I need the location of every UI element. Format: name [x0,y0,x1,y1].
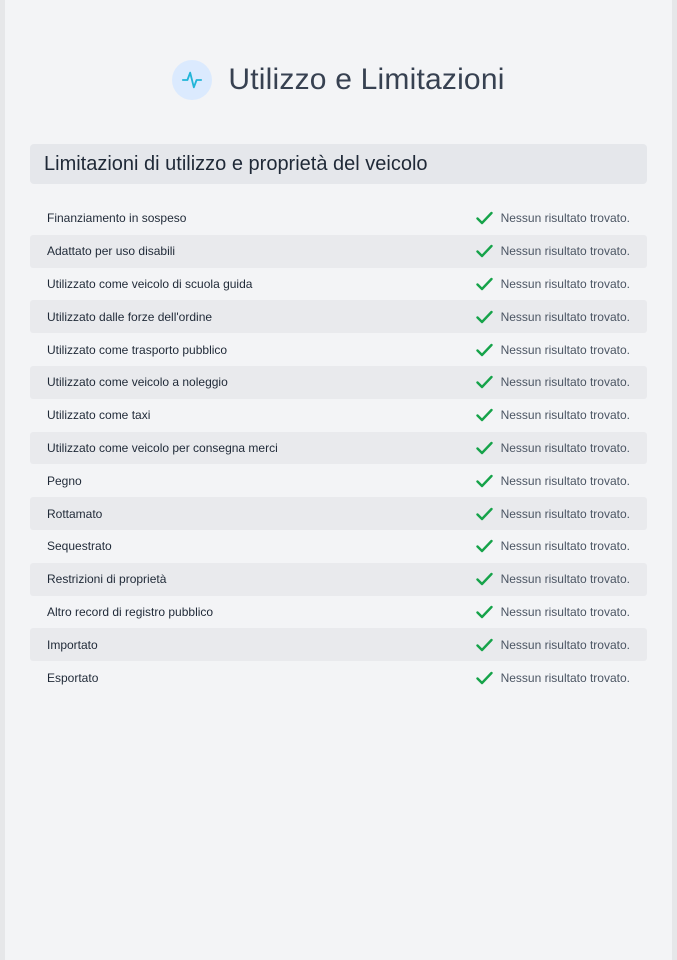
status-text: Nessun risultato trovato. [500,276,630,291]
limitation-label: Adattato per uso disabili [47,244,176,259]
limitation-status [476,211,630,225]
check-icon [476,474,493,488]
limitation-status [476,671,630,685]
status-text: Nessun risultato trovato. [500,309,630,324]
limitation-row [30,366,647,399]
limitation-row [30,268,647,301]
limitation-row [30,563,647,596]
page-title: Utilizzo e Limitazioni [228,63,505,96]
activity-icon [172,60,212,100]
check-icon [476,605,493,619]
status-text: Nessun risultato trovato. [500,604,630,619]
limitation-status [476,539,630,553]
limitation-row [30,333,647,366]
limitation-status [476,244,630,258]
check-icon [476,572,493,586]
limitation-row [30,202,647,235]
limitation-row [30,628,647,661]
limitations-list [30,202,647,694]
limitation-status [476,343,630,357]
limitation-row [30,399,647,432]
limitation-label: Importato [47,637,98,652]
page-header [5,58,672,102]
status-text: Nessun risultato trovato. [500,342,630,357]
status-text: Nessun risultato trovato. [500,440,630,455]
limitation-status [476,375,630,389]
limitation-status [476,638,630,652]
section-header [30,144,647,184]
limitation-row [30,497,647,530]
check-icon [476,310,493,324]
limitation-status [476,408,630,422]
limitation-label: Utilizzato come veicolo per consegna merci [47,440,278,455]
limitation-label: Utilizzato come trasporto pubblico [47,342,228,357]
check-icon [476,441,493,455]
limitation-label: Pegno [47,473,82,488]
limitation-row [30,530,647,563]
status-text: Nessun risultato trovato. [500,637,630,652]
report-page [5,0,672,960]
limitation-status [476,310,630,324]
check-icon [476,244,493,258]
limitation-row [30,661,647,694]
check-icon [476,507,493,521]
limitation-status [476,277,630,291]
status-text: Nessun risultato trovato. [500,375,630,390]
check-icon [476,408,493,422]
limitation-label: Esportato [47,670,99,685]
limitation-label: Rottamato [47,506,103,521]
status-text: Nessun risultato trovato. [500,539,630,554]
check-icon [476,375,493,389]
check-icon [476,277,493,291]
limitation-row [30,432,647,465]
limitation-label: Utilizzato come taxi [47,408,151,423]
check-icon [476,343,493,357]
limitation-status [476,441,630,455]
limitation-label: Altro record di registro pubblico [47,604,214,619]
status-text: Nessun risultato trovato. [500,244,630,259]
status-text: Nessun risultato trovato. [500,572,630,587]
limitation-status [476,474,630,488]
limitation-label: Utilizzato come veicolo di scuola guida [47,276,253,291]
section-title: Limitazioni di utilizzo e proprietà del veicolo [44,152,428,175]
limitation-label: Utilizzato come veicolo a noleggio [47,375,228,390]
limitation-label: Utilizzato dalle forze dell'ordine [47,309,213,324]
check-icon [476,539,493,553]
limitation-row [30,300,647,333]
check-icon [476,671,493,685]
status-text: Nessun risultato trovato. [500,473,630,488]
limitation-row [30,464,647,497]
limitation-row [30,596,647,629]
limitation-status [476,605,630,619]
limitation-label: Restrizioni di proprietà [47,572,167,587]
check-icon [476,638,493,652]
status-text: Nessun risultato trovato. [500,211,630,226]
limitation-status [476,507,630,521]
limitation-label: Finanziamento in sospeso [47,211,187,226]
limitation-label: Sequestrato [47,539,112,554]
status-text: Nessun risultato trovato. [500,506,630,521]
status-text: Nessun risultato trovato. [500,670,630,685]
status-text: Nessun risultato trovato. [500,408,630,423]
limitation-row [30,235,647,268]
limitation-status [476,572,630,586]
check-icon [476,211,493,225]
